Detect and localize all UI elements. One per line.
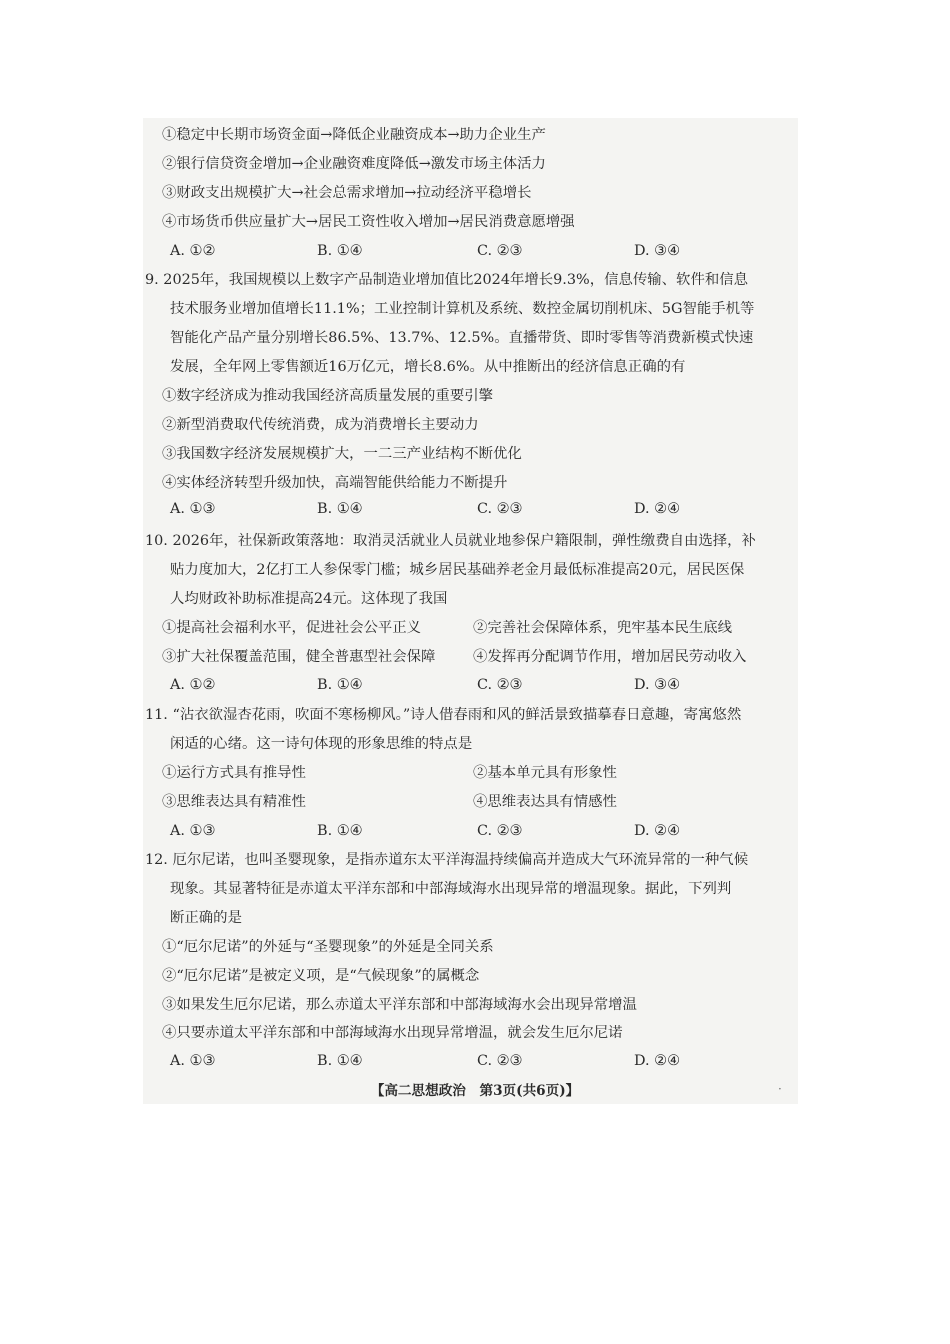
q11-stem-line-1: 11. “沾衣欲湿杏花雨，吹面不寒杨柳风。”诗人借春雨和风的鲜活景致描摹春日意趣，寄寓悠然 [145,707,742,723]
q11-item-1: ①运行方式具有推导性 [162,765,306,781]
q9-item-4: ④实体经济转型升级加快，高端智能供给能力不断提升 [162,475,508,491]
q12-item-3: ③如果发生厄尔尼诺，那么赤道太平洋东部和中部海域海水会出现异常增温 [162,997,637,1013]
q11-item-3: ③思维表达具有精准性 [162,794,306,810]
q11-stem-line-2: 闲适的心绪。这一诗句体现的形象思维的特点是 [170,736,473,752]
q8-item-1: ①稳定中长期市场资金面→降低企业融资成本→助力企业生产 [162,127,546,143]
q9-item-3: ③我国数字经济发展规模扩大，一二三产业结构不断优化 [162,446,522,462]
q8-item-2: ②银行信贷资金增加→企业融资难度降低→激发市场主体活力 [162,156,546,172]
q10-item-4: ④发挥再分配调节作用，增加居民劳动收入 [473,649,747,665]
q10-item-1: ①提高社会福利水平，促进社会公平正义 [162,620,422,636]
q9-item-2: ②新型消费取代传统消费，成为消费增长主要动力 [162,417,479,433]
q9-stem-line-1: 9. 2025年，我国规模以上数字产品制造业增加值比2024年增长9.3%，信息传输、软件和信息 [145,272,749,288]
q9-option-d[interactable]: D. ②④ [634,501,680,517]
q12-item-2: ②“厄尔尼诺”是被定义项，是“气候现象”的属概念 [162,968,480,984]
q8-item-4: ④市场货币供应量扩大→居民工资性收入增加→居民消费意愿增强 [162,214,575,230]
q10-item-3: ③扩大社保覆盖范围，健全普惠型社会保障 [162,649,436,665]
scanned-page [143,118,798,1104]
q11-item-4: ④思维表达具有情感性 [473,794,617,810]
q8-option-a[interactable]: A. ①② [170,243,216,259]
q11-option-c[interactable]: C. ②③ [477,823,523,839]
q10-option-b[interactable]: B. ①④ [317,677,363,693]
q10-option-c[interactable]: C. ②③ [477,677,523,693]
q9-option-b[interactable]: B. ①④ [317,501,363,517]
q12-item-4: ④只要赤道太平洋东部和中部海域海水出现异常增温，就会发生厄尔尼诺 [162,1025,623,1041]
q9-stem-line-2: 技术服务业增加值增长11.1%；工业控制计算机及系统、数控金属切削机床、5G智能手机等 [170,301,755,317]
q11-item-2: ②基本单元具有形象性 [473,765,617,781]
q8-option-c[interactable]: C. ②③ [477,243,523,259]
q8-option-d[interactable]: D. ③④ [634,243,680,259]
q12-option-b[interactable]: B. ①④ [317,1053,363,1069]
q12-option-d[interactable]: D. ②④ [634,1053,680,1069]
q12-stem-line-2: 现象。其显著特征是赤道太平洋东部和中部海域海水出现异常的增温现象。据此，下列判 [170,881,732,897]
q11-option-a[interactable]: A. ①③ [170,823,216,839]
q10-option-d[interactable]: D. ③④ [634,677,680,693]
q10-stem-line-2: 贴力度加大，2亿打工人参保零门槛；城乡居民基础养老金月最低标准提高20元，居民医保 [170,562,745,578]
page-footer: 【高二思想政治 第3页(共6页)】 [370,1083,580,1099]
q12-stem-line-3: 断正确的是 [170,910,242,926]
q12-option-a[interactable]: A. ①③ [170,1053,216,1069]
q12-stem-line-1: 12. 厄尔尼诺，也叫圣婴现象，是指赤道东太平洋海温持续偏高并造成大气环流异常的一种气候 [145,852,749,868]
q10-stem-line-3: 人均财政补助标准提高24元。这体现了我国 [170,591,448,607]
q11-option-b[interactable]: B. ①④ [317,823,363,839]
q9-option-a[interactable]: A. ①③ [170,501,216,517]
q10-item-2: ②完善社会保障体系，兜牢基本民生底线 [473,620,733,636]
q9-option-c[interactable]: C. ②③ [477,501,523,517]
q12-item-1: ①“厄尔尼诺”的外延与“圣婴现象”的外延是全同关系 [162,939,494,955]
q11-option-d[interactable]: D. ②④ [634,823,680,839]
q12-option-c[interactable]: C. ②③ [477,1053,523,1069]
q9-stem-line-4: 发展，全年网上零售额近16万亿元，增长8.6%。从中推断出的经济信息正确的有 [170,359,686,375]
q9-item-1: ①数字经济成为推动我国经济高质量发展的重要引擎 [162,388,493,404]
q8-item-3: ③财政支出规模扩大→社会总需求增加→拉动经济平稳增长 [162,185,532,201]
q10-stem-line-1: 10. 2026年，社保新政策落地：取消灵活就业人员就业地参保户籍限制，弹性缴费自由选择，补 [145,533,756,549]
q9-stem-line-3: 智能化产品产量分别增长86.5%、13.7%、12.5%。直播带货、即时零售等消费新模式快速 [170,330,754,346]
page-corner-mark: · [778,1082,782,1096]
q8-option-b[interactable]: B. ①④ [317,243,363,259]
q10-option-a[interactable]: A. ①② [170,677,216,693]
